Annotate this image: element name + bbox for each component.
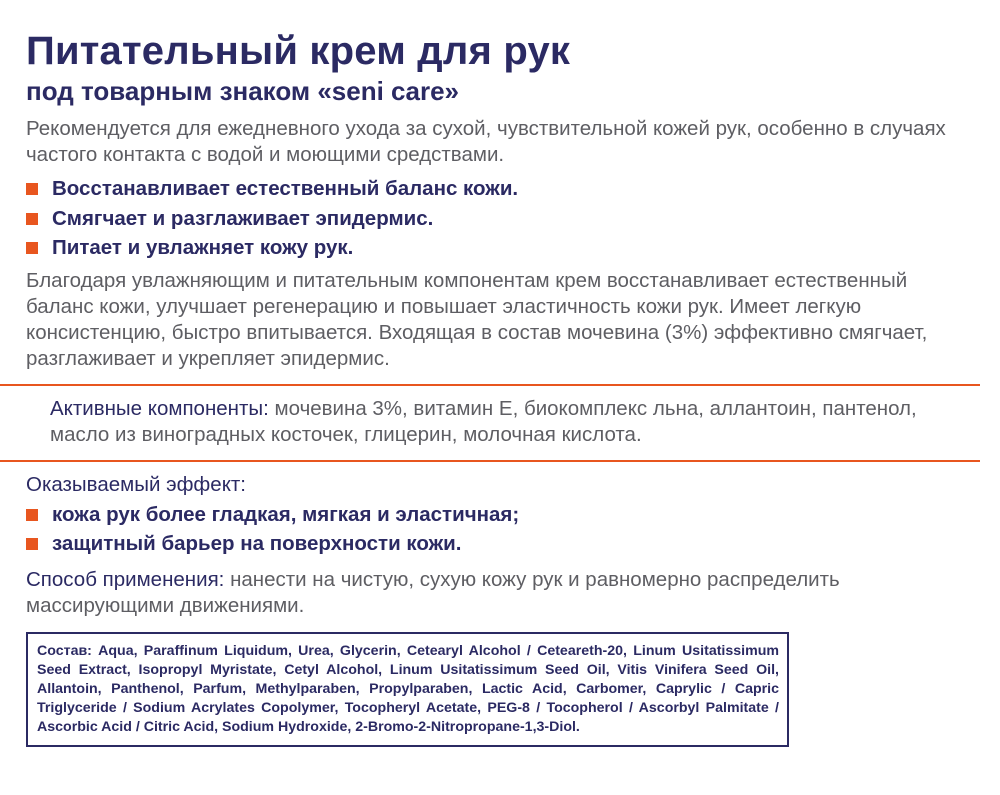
list-item: [26, 500, 976, 530]
composition-text: Состав: Aqua, Paraffinum Liquidum, Urea, Glycerin, Cetearyl Alcohol / Ceteareth-20, Linum Usitatissimum Seed Extract, Isopropyl Myristate, Cetyl Alcohol, Linum Usitatissimum Seed Oil, Vitis Vinifera Seed Oil, Allantoin, Panthenol, Parfum, Methylparaben, Propylparaben, Lactic Acid, Carbomer, Caprylic / Capric Triglyceride / Sodium Acrylates Copolymer, Tocopheryl Acetate, PEG-8 / Tocopherol / Ascorbyl Palmitate / Ascorbic Acid / Citric Acid, Sodium Hydroxide, 2-Bromo-2-Nitropropane-1,3-Diol.: [37, 643, 779, 735]
composition-box: [26, 632, 789, 747]
list-item: [26, 204, 976, 234]
active-components-text: [50, 396, 980, 448]
list-item: [26, 233, 976, 263]
bullet-square-icon: [26, 183, 38, 195]
bullet-square-icon: [26, 213, 38, 225]
effect-text: защитный барьер на поверхности кожи.: [52, 532, 462, 555]
page-subtitle: под товарным знаком «seni care»: [26, 76, 460, 106]
effect-text: кожа рук более гладкая, мягкая и эластичная;: [52, 502, 520, 526]
benefit-text: Питает и увлажняет кожу рук.: [52, 236, 354, 259]
effect-heading: Оказываемый эффект:: [26, 472, 246, 496]
bullet-square-icon: [26, 509, 38, 521]
recommendation-text: Рекомендуется для ежедневного ухода за сухой, чувствительной кожей рук, особенно в случаях частого контакта с водой и моющими средствами.: [26, 117, 946, 166]
list-item: [26, 174, 976, 204]
usage-value: нанести на чистую, сухую кожу рук и равномерно распределить массирующими движениями.: [26, 567, 840, 617]
effect-list: [26, 500, 976, 559]
usage-label: Способ применения:: [26, 567, 225, 591]
bullet-square-icon: [26, 538, 38, 550]
benefit-text: Восстанавливает естественный баланс кожи.: [52, 177, 519, 200]
bullet-square-icon: [26, 242, 38, 254]
benefit-text: Смягчает и разглаживает эпидермис.: [52, 206, 434, 230]
active-components-box: [0, 384, 980, 462]
usage-text: [26, 567, 976, 619]
active-components-label: Активные компоненты:: [50, 396, 269, 420]
active-components-value: мочевина 3%, витамин Е, биокомплекс льна, аллантоин, пантенол, масло из виноградных косточек, глицерин, молочная кислота.: [50, 396, 917, 446]
page-title: Питательный крем для рук: [26, 29, 571, 73]
benefits-list: [26, 174, 976, 263]
description-text: Благодаря увлажняющим и питательным компонентам крем восстанавливает естественный баланс кожи, улучшает регенерацию и повышает эластичность кожи рук. Имеет легкую консистенцию, быстро впитывается. Входящая в состав мочевина (3%) эффективно смягчает, разглаживает и укрепляет эпидермис.: [26, 268, 928, 370]
product-sheet: [26, 28, 976, 619]
list-item: [26, 529, 976, 559]
